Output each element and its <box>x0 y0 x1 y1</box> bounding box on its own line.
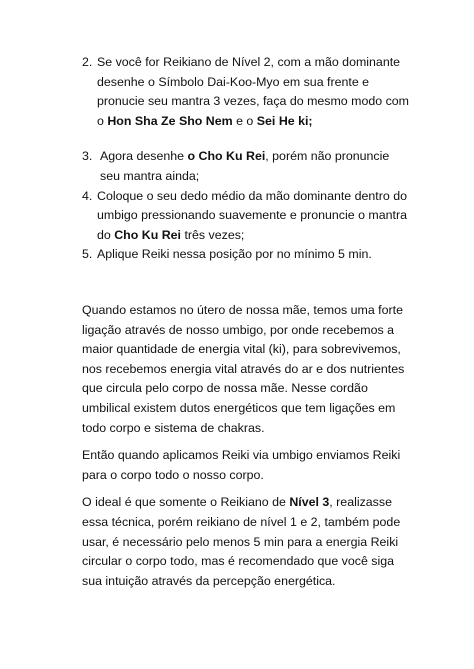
body-paragraphs <box>82 301 408 599</box>
text-segment: Coloque o seu dedo médio da mão dominante dentro do umbigo pressionando suavemente e pronuncie o mantra do <box>97 188 407 242</box>
list-item-4 <box>82 187 412 246</box>
list-item-5 <box>82 245 412 265</box>
bold-text: Nível 3 <box>289 495 330 510</box>
bold-text: o Cho Ku Rei <box>187 149 266 164</box>
list-item-3 <box>82 147 412 186</box>
text-segment: , porém não pronuncie seu mantra ainda; <box>100 149 390 183</box>
list-item-2 <box>82 53 412 131</box>
list-number: 4. <box>82 188 93 203</box>
list-number: 5. <box>82 247 93 262</box>
text-segment: Se você for Reikiano de Nível 2, com a mão dominante desenhe o Símbolo Dai-Koo-Myo em sua frente e pronucie seu mantra 3 vezes, faça do mesmo modo com o <box>97 55 409 128</box>
bold-text: Hon Sha Ze Sho Nem <box>107 113 233 128</box>
bold-text: Cho Ku Rei <box>114 227 182 242</box>
paragraph-level-recommendation <box>82 493 408 591</box>
list-number: 3. <box>82 149 93 164</box>
text-segment: três vezes; <box>181 227 245 242</box>
text-segment: O ideal é que somente o Reikiano de <box>82 495 290 510</box>
paragraph-reiki-navel: Então quando aplicamos Reiki via umbigo enviamos Reiki para o corpo todo o nosso corpo. <box>82 448 401 482</box>
paragraph-umbilical-energy: Quando estamos no útero de nossa mãe, temos uma forte ligação através de nosso umbigo, por onde recebemos a maior quantidade de energia vital (ki), para sobrevivemos, nos recebemos energia vital através do ar e dos nutrientes que circula pelo corpo de nossa mãe. Nesse cordão umbilical existem dutos energéticos que tem ligações em todo corpo e sistema de chakras. <box>82 303 405 435</box>
list-item-text <box>97 147 412 186</box>
list-item-text <box>97 187 412 246</box>
bold-text: Sei He ki; <box>256 113 313 128</box>
list-number: 2. <box>82 55 93 69</box>
text-segment: , realizasse essa técnica, porém reikiano de nível 1 e 2, também pode usar, é necessário pelo menos 5 min para a energia Reiki circular o corpo todo, mas é recomendado que você siga sua intuição através da percepção energética. <box>82 495 401 588</box>
text-segment: Aplique Reiki nessa posição por no mínimo 5 min. <box>97 247 372 262</box>
list-item-text <box>97 53 412 131</box>
text-segment: e o <box>232 113 257 128</box>
text-segment: Agora desenhe <box>100 149 188 164</box>
numbered-list <box>82 53 412 265</box>
list-item-text <box>97 245 412 265</box>
